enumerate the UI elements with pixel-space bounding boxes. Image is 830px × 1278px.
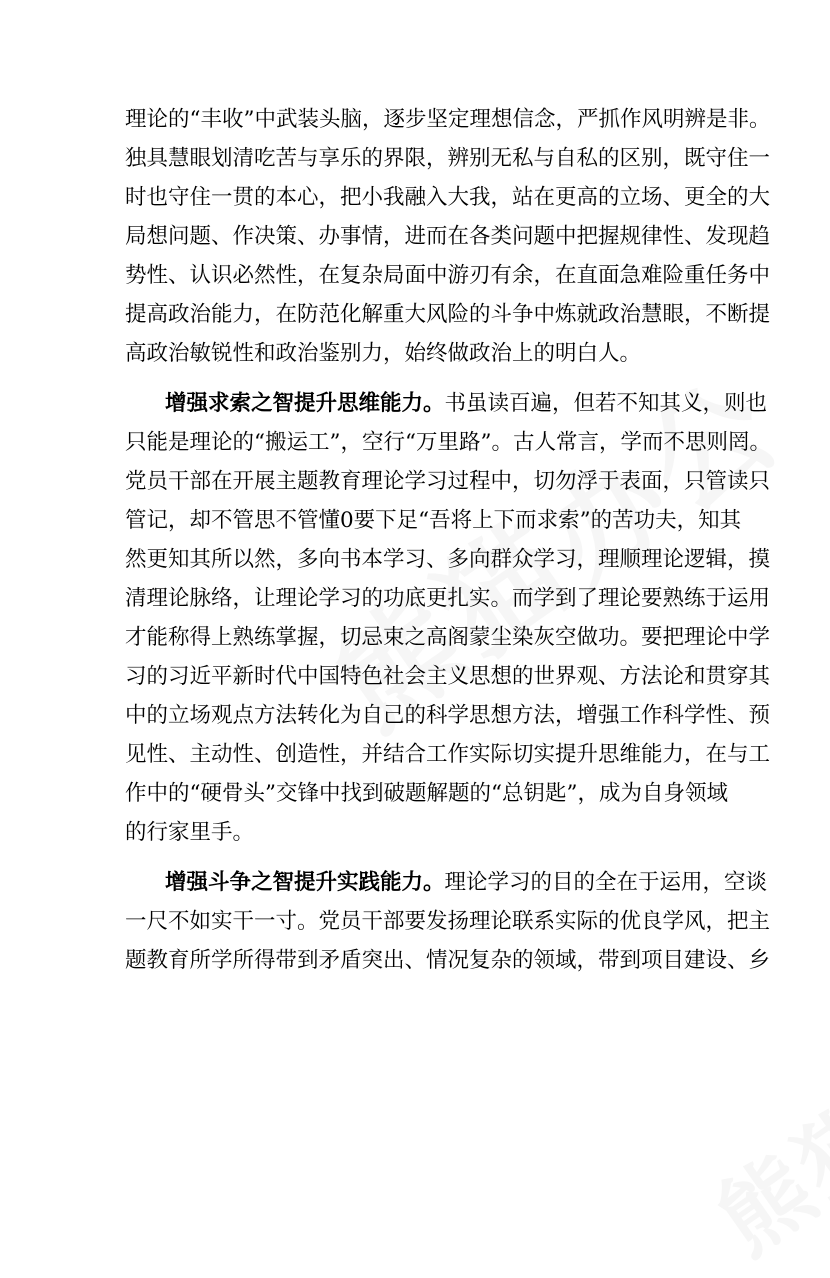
- text-line: 见性、主动性、创造性，并结合工作实际切实提升思维能力，在与工: [125, 742, 771, 767]
- text-line: 理论的“丰收”中武装头脑，逐步坚定理想信念，严抓作风明辨是非。: [125, 107, 771, 132]
- text-line: 提高政治能力，在防范化解重大风险的斗争中炼就政治慧眼，不断提: [125, 302, 771, 327]
- text-line: 作中的“硬骨头”交锋中找到破题解题的“总钥匙”，成为自身领域: [125, 781, 728, 806]
- text-run: 理论学习的目的全在于运用，空谈: [444, 870, 768, 895]
- text-line: 一尺不如实干一寸。党员干部要发扬理论联系实际的优良学风，把主: [125, 909, 771, 934]
- text-line: 独具慧眼划清吃苦与享乐的界限，辨别无私与自私的区别，既守住一: [125, 146, 771, 171]
- paragraph: [125, 100, 771, 373]
- text-line: 时也守住一贯的本心，把小我融入大我，站在更高的立场、更全的大: [125, 185, 771, 210]
- text-run: 书虽读百遍，但若不知其义，则也: [444, 391, 768, 416]
- paragraph: [125, 863, 771, 980]
- paragraph: [125, 384, 771, 852]
- text-line: 习的习近平新时代中国特色社会主义思想的世界观、方法论和贯穿其: [125, 664, 771, 689]
- paragraph-heading: 增强斗争之智提升实践能力。: [165, 870, 445, 895]
- text-line: 然更知其所以然，多向书本学习、多向群众学习，理顺理论逻辑，摸: [125, 547, 771, 572]
- text-line: 清理论脉络，让理论学习的功底更扎实。而学到了理论要熟练于运用: [125, 586, 771, 611]
- text-line: 党员干部在开展主题教育理论学习过程中，切勿浮于表面，只管读只: [125, 469, 771, 494]
- paragraph-heading: 增强求索之智提升思维能力。: [165, 391, 445, 416]
- text-line: 才能称得上熟练掌握，切忌束之高阁蒙尘染灰空做功。要把理论中学: [125, 625, 771, 650]
- document-body: [125, 100, 771, 980]
- text-line: [125, 384, 768, 423]
- text-line: [125, 863, 768, 902]
- watermark: [687, 952, 830, 1278]
- text-line: 势性、认识必然性，在复杂局面中游刃有余，在直面急难险重任务中: [125, 263, 771, 288]
- text-line: 中的立场观点方法转化为自己的科学思想方法，增强工作科学性、预: [125, 703, 771, 728]
- text-line: 管记，却不管思不管懂0要下足“吾将上下而求索”的苦功夫，知其: [125, 508, 742, 533]
- text-line: 只能是理论的“搬运工”，空行“万里路”。古人常言，学而不思则罔。: [125, 430, 771, 455]
- text-line: 局想问题、作决策、办事情，进而在各类问题中把握规律性、发现趋: [125, 224, 771, 249]
- text-line: 题教育所学所得带到矛盾突出、情况复杂的领域，带到项目建设、乡: [125, 948, 771, 973]
- text-line: 高政治敏锐性和政治鉴别力，始终做政治上的明白人。: [125, 341, 642, 366]
- text-line: 的行家里手。: [125, 820, 255, 845]
